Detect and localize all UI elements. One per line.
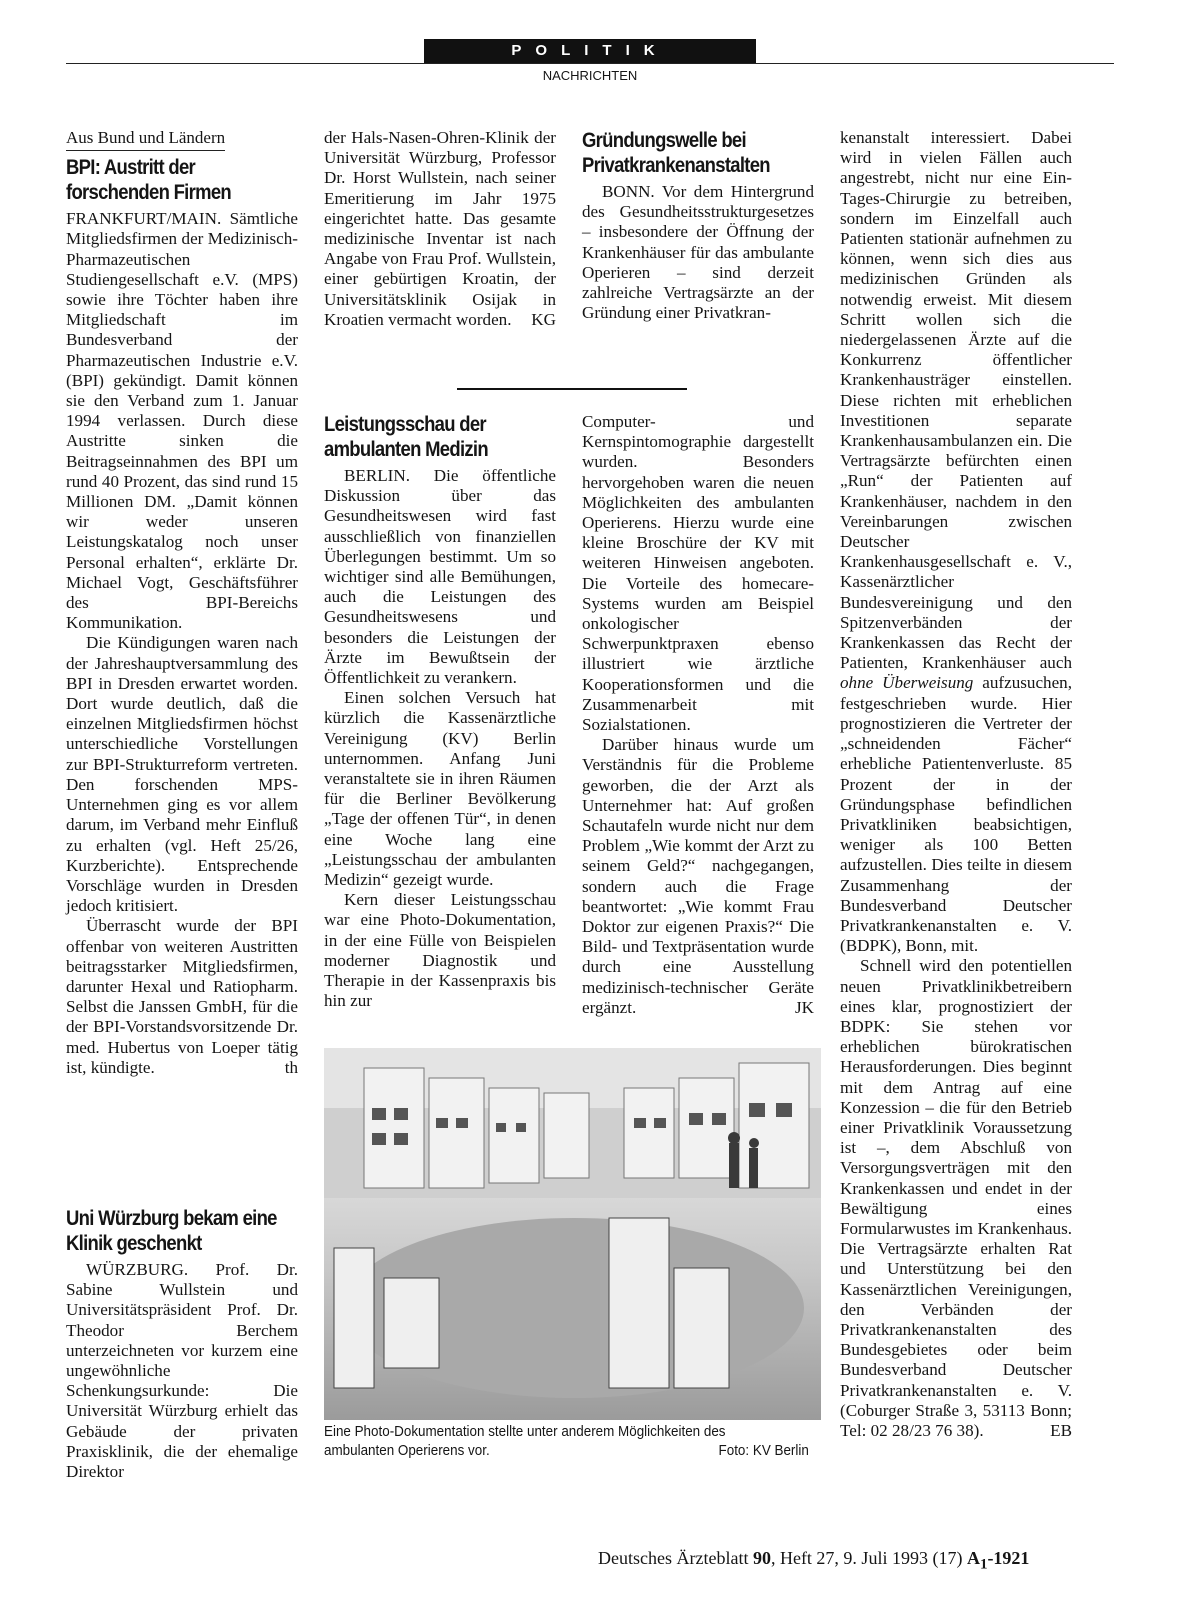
author-sign: EB bbox=[1050, 1421, 1072, 1440]
emphasis-text: ohne Überweisung bbox=[840, 673, 974, 693]
page-sub: 1 bbox=[979, 1556, 988, 1573]
paragraph-text: Überrascht wurde der BPI offenbar von weiteren Austritten beitragsstarker Mitgliedsfirmen, darunter Hexal und Ratiopharm. Selbst die Janssen GmbH, für die der BPI-Vorstandsvorsitzende Dr. med. Hubertus von Loeper tätig ist, kündigte. bbox=[66, 916, 298, 1077]
article-paragraph bbox=[66, 209, 298, 633]
paragraph-text: kenanstalt interessiert. Dabei wird in vielen Fällen auch angestrebt, nicht nur eine Ein-Tages-Chirurgie zu betreiben, sondern im Einzelfall auch Patienten stationär aufnehmen zu können, wenn sich dies aus medizinischen Gründen als notwendig erweist. Mit diesem Schritt wollen sich die niedergelassenen Ärzte auf die Konkurrenz öffentlicher Krankenhausträger einstellen. Diese richten mit erheblichen Investitionen separate Krankenhausambulanzen ein. Die Vertragsärzte befürchten einen „Run“ der Patienten auf Krankenhäuser, nachdem in den Vereinbarungen zwischen Deutscher Krankenhausgesellschaft e. V., Kassenärztlicher Bundesvereinigung und den Spitzenverbänden der Krankenkassen das Recht der Patienten, Krankenhäuser auch bbox=[840, 128, 1072, 673]
page-number: -1921 bbox=[987, 1548, 1030, 1568]
article-paragraph bbox=[582, 735, 814, 1018]
headline-leistungsschau: Leistungsschau der ambulanten Medizin bbox=[324, 413, 488, 461]
paragraph-text: Prof. Dr. Sabine Wullstein und Universitätspräsident Prof. Dr. Theodor Berchem unterzeichneten vor kurzem eine ungewöhnliche Schenkungsurkunde: Die Universität Würzburg erhielt das Gebäude der privaten Praxisklinik, die der ehemalige Direktor bbox=[66, 1260, 298, 1482]
dateline: FRANKFURT/MAIN. bbox=[66, 209, 222, 229]
column-2-middle bbox=[324, 412, 556, 1011]
article-paragraph: Kern dieser Leistungsschau war eine Photo-Dokumentation, in der eine Fülle von Beispielen moderner Diagnostik und Therapie in der Kassenpraxis bis hin zur bbox=[324, 890, 556, 1011]
headline-privat: Gründungswelle bei Privatkrankenanstalten bbox=[582, 129, 770, 177]
dateline: BONN. bbox=[602, 182, 655, 201]
author-sign: KG bbox=[531, 309, 556, 329]
headline-bpi: BPI: Austritt der forschenden Firmen bbox=[66, 156, 231, 205]
header-rule bbox=[66, 63, 1114, 64]
photo-caption bbox=[324, 1423, 809, 1461]
dateline: WÜRZBURG. bbox=[86, 1260, 189, 1279]
article-paragraph bbox=[324, 466, 556, 688]
article-paragraph bbox=[66, 916, 298, 1078]
column-1-lower bbox=[66, 1206, 298, 1482]
author-sign: JK bbox=[795, 997, 814, 1017]
exhibition-photo bbox=[324, 1048, 821, 1420]
photo-credit: Foto: KV Berlin bbox=[718, 1443, 809, 1459]
paragraph-text: Sämtliche Mitgliedsfirmen der Medizinisch-Pharmazeutischen Studiengesellschaft e.V. (MPS) sowie ihre Töchter haben ihre Mitgliedschaft im Bundesverband der Pharmazeutischen Industrie e.V. (BPI) gekündigt. Damit können sie den Verband zum 1. Januar 1994 verlassen. Durch diese Austritte sinken die Beitragseinnahmen des BPI um rund 40 Prozent, das sind rund 15 Millionen DM. „Damit können wir weder unseren Leistungskatalog noch unser Personal erhalten“, erklärte Dr. Michael Vogt, Geschäftsführer des BPI-Bereichs Kommunikation. bbox=[66, 209, 298, 633]
column-3-top bbox=[582, 128, 814, 323]
paragraph-text: Schnell wird den potentiellen neuen Privatklinikbetreibern eines klar, prognostiziert der BDPK: Sie stehen vor erheblichen bürokratischen Herausforderungen. Dies beginnt mit dem Antrag auf eine Konzession – die für den Betrieb einer Privatklinik Voraussetzung ist –, dem Abschluß von Versorgungsverträgen mit den Krankenkassen und endet in der Bewältigung eines Formularwustes im Krankenhaus. Die Vertragsärzte erhalten Rat und Unterstützung bei den Kassenärztlichen Vereinigungen, den Verbänden der Privatkrankenanstalten des Bundesgebietes oder beim Bundesverband Deutscher Privatkrankenanstalten e. V. (Coburger Straße 3, 53113 Bonn; Tel: 02 28/23 76 38). bbox=[840, 956, 1072, 1440]
journal-volume: 90 bbox=[752, 1548, 771, 1568]
paragraph-text: Vor dem Hintergrund des Gesundheitsstrukturgesetzes – insbesondere der Öffnung der Krankenhäuser für das ambulante Operieren – sind derzeit zahlreiche Vertragsärzte an der Gründung einer Privatkran- bbox=[582, 182, 814, 323]
issue-info: , Heft 27, 9. Juli 1993 (17) bbox=[770, 1548, 963, 1568]
paragraph-text: Darüber hinaus wurde um Verständnis für die Probleme geworben, die der Arzt als Unternehmer hat: Auf großen Schautafeln wurde nicht nur dem Problem „Wie kommt der Arzt zu seinem Geld?“ nachgegangen, sondern auch die Frage beantwortet: „Wie kommt Frau Doktor zur eigenen Praxis?“ Die Bild- und Textpräsentation wurde durch eine Ausstellung medizinisch-technischer Geräte ergänzt. bbox=[582, 735, 814, 1017]
journal-name: Deutsches Ärzteblatt bbox=[598, 1548, 749, 1568]
dateline: BERLIN. bbox=[344, 466, 410, 485]
paragraph-text: Die öffentliche Diskussion über das Gesundheitswesen wird fast ausschließlich von finanziellen Überlegungen bestimmt. Um so wichtiger sind alle Bemühungen, auch die Leistungen des Gesundheitswesens und besonders die Leistungen der Ärzte im Bewußtsein der Öffentlichkeit zu verankern. bbox=[324, 466, 556, 688]
article-paragraph bbox=[582, 182, 814, 323]
page-prefix: A bbox=[966, 1548, 980, 1568]
paragraph-text: aufzusuchen, festgeschrieben wurde. Hier prognostizieren die Vertreter der „schneidenden Fächer“ erhebliche Patientenverluste. 85 Prozent der in der Gründungsphase befindlichen Privatkliniken beabsichtigen, weniger als 100 Betten aufzustellen. Dies teilte in diesem Zusammenhang der Bundesverband Deutscher Privatkrankenanstalten e. V. (BDPK), Bonn, mit. bbox=[840, 673, 1072, 956]
article-paragraph: Einen solchen Versuch hat kürzlich die Kassenärztliche Vereinigung (KV) Berlin unternommen. Anfang Juni veranstaltete sie in ihren Räumen für die Berliner Bevölkerung „Tage der offenen Tür“, in denen eine Woche lang eine „Leistungsschau der ambulanten Medizin“ gezeigt wurde. bbox=[324, 688, 556, 890]
kicker: Aus Bund und Ländern bbox=[66, 128, 225, 151]
article-paragraph bbox=[66, 1260, 298, 1482]
article-paragraph: Die Kündigungen waren nach der Jahreshauptversammlung des BPI in Dresden erwartet worden. Dort wurde deutlich, daß die einzelnen Mitgliedsfirmen höchst unterschiedliche Vorstellungen zur BPI-Strukturreform vertreten. Den forschenden MPS-Unternehmen ging es vor allem darum, im Verband mehr Einfluß zu erhalten (vgl. Heft 25/26, Kurzberichte). Entsprechende Vorschläge wurden in Dresden jedoch kritisiert. bbox=[66, 633, 298, 916]
exhibition-photo-image bbox=[324, 1048, 821, 1420]
column-2-top bbox=[324, 128, 556, 330]
article-paragraph bbox=[840, 956, 1072, 1441]
article-paragraph: Computer- und Kernspintomographie dargestellt wurden. Besonders hervorgehoben waren die neuen Möglichkeiten des ambulanten Operierens. Hierzu wurde eine kleine Broschüre der KV mit weiteren Hinweisen angeboten. Die Vorteile des homecare-Systems wurden am Beispiel onkologischer Schwerpunktpraxen ebenso illustriert wie ärztliche Kooperationsformen und die Zusammenarbeit mit Sozialstationen. bbox=[582, 412, 814, 735]
column-4 bbox=[840, 128, 1072, 1441]
section-bar: POLITIK bbox=[424, 39, 756, 63]
caption-text: Eine Photo-Dokumentation stellte unter anderem Möglichkeiten des ambulanten Operierens vor. bbox=[324, 1424, 726, 1459]
headline-wuerzburg: Uni Würzburg bekam eine Klinik geschenkt bbox=[66, 1207, 277, 1255]
author-sign: th bbox=[284, 1057, 298, 1077]
column-1 bbox=[66, 128, 298, 1078]
subsection-label: NACHRICHTEN bbox=[542, 68, 638, 83]
article-separator bbox=[457, 388, 687, 390]
page-footer bbox=[598, 1548, 1029, 1574]
paragraph-text: der Hals-Nasen-Ohren-Klinik der Universität Würzburg, Professor Dr. Horst Wullstein, nach seiner Emeritierung im Jahr 1975 eingerichtet hatte. Das gesamte medizinische Inventar ist nach Angabe von Frau Prof. Wullstein, einer gebürtigen Kroatin, der Universitätsklinik Osijak in Kroatien vermacht worden. bbox=[324, 128, 556, 329]
article-paragraph bbox=[324, 128, 556, 330]
column-3-middle bbox=[582, 412, 814, 1018]
article-paragraph bbox=[840, 128, 1072, 956]
